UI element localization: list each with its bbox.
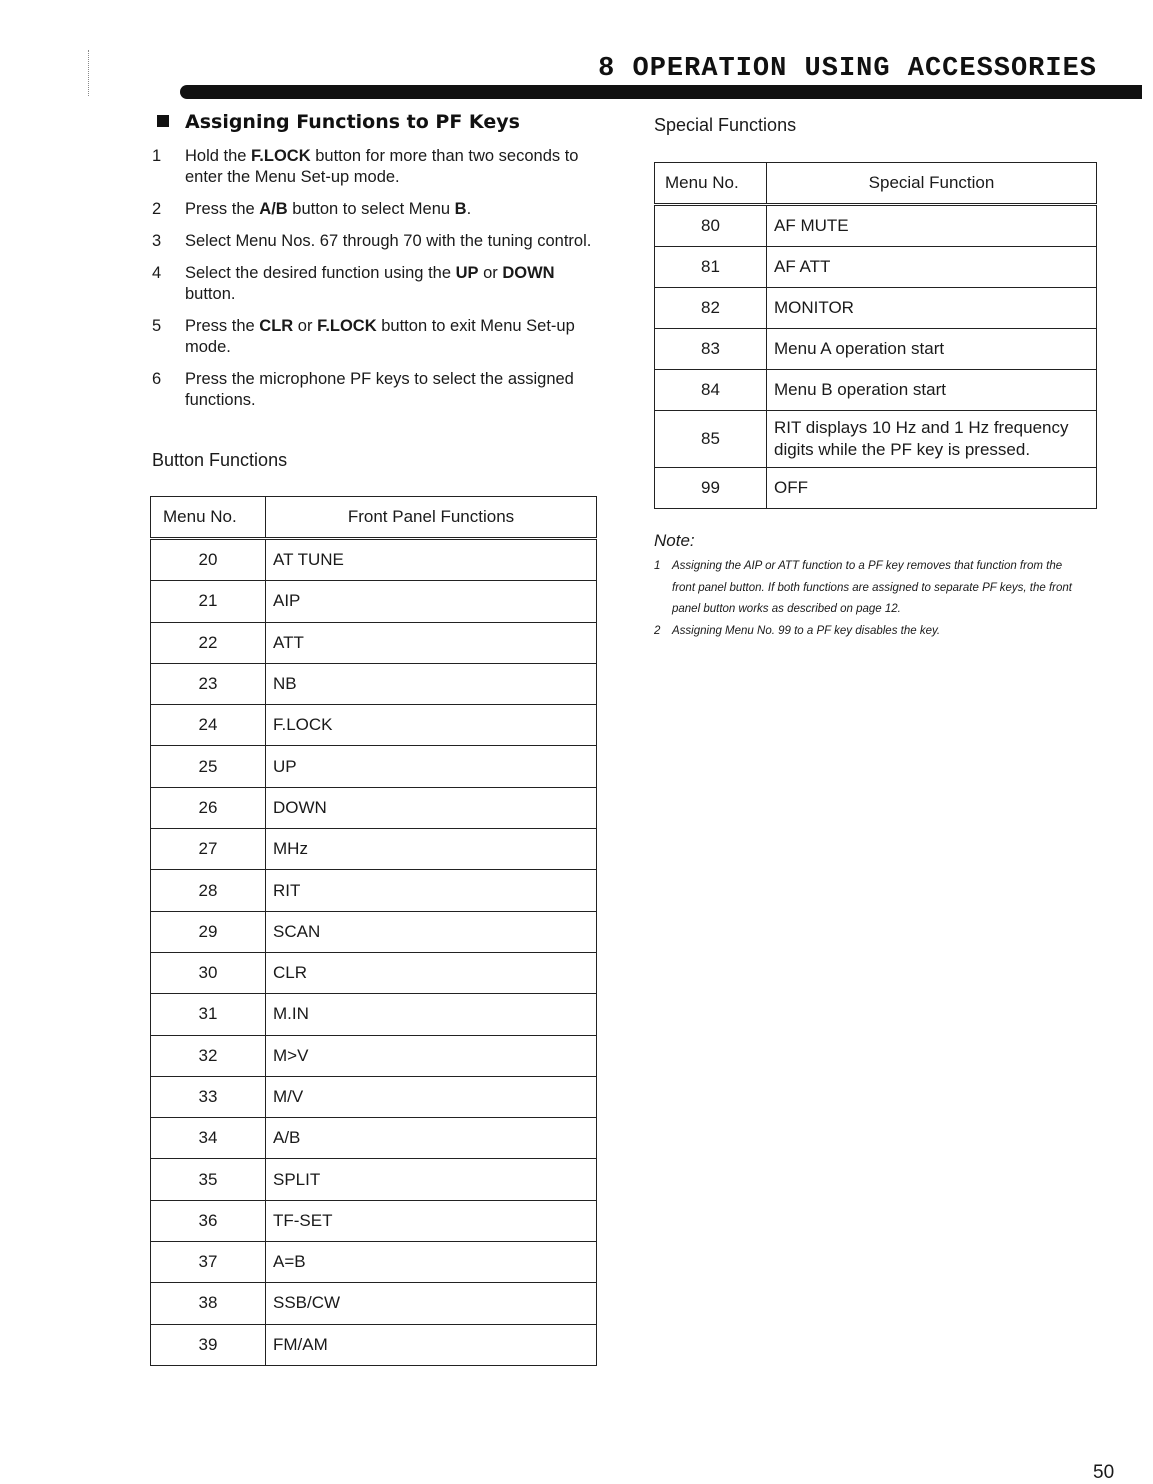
table-row bbox=[151, 829, 597, 870]
table-row bbox=[655, 411, 1097, 468]
step-text: Press the A/B button to select Menu B. bbox=[185, 200, 472, 218]
section-heading-text: Assigning Functions to PF Keys bbox=[185, 111, 520, 133]
column-header-menu-no: Menu No. bbox=[655, 163, 767, 205]
step-item bbox=[152, 231, 592, 252]
menu-number-cell: 26 bbox=[151, 787, 266, 828]
table-row bbox=[655, 247, 1097, 288]
menu-number-cell: 33 bbox=[151, 1076, 266, 1117]
special-functions-label: Special Functions bbox=[654, 115, 797, 135]
menu-number-cell: 36 bbox=[151, 1200, 266, 1241]
bullet-square-icon bbox=[157, 115, 169, 127]
function-cell: NB bbox=[266, 663, 597, 704]
table-row bbox=[655, 370, 1097, 411]
function-cell: FM/AM bbox=[266, 1324, 597, 1365]
table-row bbox=[151, 1283, 597, 1324]
menu-number-cell: 39 bbox=[151, 1324, 266, 1365]
function-cell: DOWN bbox=[266, 787, 597, 828]
margin-marks bbox=[88, 50, 91, 96]
step-item bbox=[152, 146, 592, 188]
function-cell: M.IN bbox=[266, 994, 597, 1035]
table-row bbox=[655, 329, 1097, 370]
step-text: Press the CLR or F.LOCK button to exit Menu Set-up mode. bbox=[185, 317, 575, 356]
table-row bbox=[151, 1324, 597, 1365]
function-cell: F.LOCK bbox=[266, 705, 597, 746]
menu-number-cell: 83 bbox=[655, 329, 767, 370]
table-row bbox=[151, 952, 597, 993]
function-cell: ATT bbox=[266, 622, 597, 663]
menu-number-cell: 25 bbox=[151, 746, 266, 787]
table-row bbox=[151, 746, 597, 787]
menu-number-cell: 30 bbox=[151, 952, 266, 993]
section-heading bbox=[157, 111, 520, 133]
step-number: 4 bbox=[152, 264, 162, 282]
table-row bbox=[151, 1076, 597, 1117]
menu-number-cell: 32 bbox=[151, 1035, 266, 1076]
function-cell: MHz bbox=[266, 829, 597, 870]
function-cell: AF ATT bbox=[767, 247, 1097, 288]
table-row bbox=[151, 581, 597, 622]
menu-number-cell: 23 bbox=[151, 663, 266, 704]
menu-number-cell: 38 bbox=[151, 1283, 266, 1324]
note-title: Note: bbox=[654, 531, 695, 550]
step-text: Select Menu Nos. 67 through 70 with the tuning control. bbox=[185, 232, 592, 250]
note-number: 1 bbox=[654, 560, 661, 572]
table-row bbox=[151, 622, 597, 663]
menu-number-cell: 31 bbox=[151, 994, 266, 1035]
chapter-title-bar bbox=[180, 85, 1142, 99]
menu-number-cell: 37 bbox=[151, 1242, 266, 1283]
menu-number-cell: 29 bbox=[151, 911, 266, 952]
step-number: 2 bbox=[152, 200, 162, 218]
function-cell: SPLIT bbox=[266, 1159, 597, 1200]
page-number: 50 bbox=[1093, 1462, 1115, 1483]
table-header-row bbox=[151, 497, 597, 539]
table-row bbox=[655, 468, 1097, 509]
step-number: 1 bbox=[152, 147, 162, 165]
chapter-title: 8 OPERATION USING ACCESSORIES bbox=[598, 54, 1097, 84]
menu-number-cell: 35 bbox=[151, 1159, 266, 1200]
table-row bbox=[151, 1200, 597, 1241]
step-text: Press the microphone PF keys to select the assigned functions. bbox=[185, 370, 574, 409]
menu-number-cell: 27 bbox=[151, 829, 266, 870]
step-text: Hold the F.LOCK button for more than two seconds to enter the Menu Set-up mode. bbox=[185, 147, 579, 186]
button-functions-label: Button Functions bbox=[152, 450, 288, 470]
function-cell: AIP bbox=[266, 581, 597, 622]
function-cell: AF MUTE bbox=[767, 205, 1097, 247]
function-cell: SSB/CW bbox=[266, 1283, 597, 1324]
note-number: 2 bbox=[654, 624, 661, 637]
step-text: Select the desired function using the UP or DOWN button. bbox=[185, 264, 555, 303]
menu-number-cell: 99 bbox=[655, 468, 767, 509]
table-row bbox=[151, 994, 597, 1035]
note-item bbox=[654, 556, 1074, 621]
menu-number-cell: 20 bbox=[151, 539, 266, 581]
menu-number-cell: 21 bbox=[151, 581, 266, 622]
menu-number-cell: 81 bbox=[655, 247, 767, 288]
table-row bbox=[655, 205, 1097, 247]
note-text: Assigning Menu No. 99 to a PF key disables the key. bbox=[672, 624, 941, 637]
step-item bbox=[152, 369, 592, 411]
function-cell: RIT displays 10 Hz and 1 Hz frequency digits while the PF key is pressed. bbox=[767, 411, 1097, 468]
menu-number-cell: 22 bbox=[151, 622, 266, 663]
function-cell: A/B bbox=[266, 1118, 597, 1159]
step-item bbox=[152, 263, 592, 305]
step-item bbox=[152, 199, 592, 220]
menu-number-cell: 28 bbox=[151, 870, 266, 911]
function-cell: OFF bbox=[767, 468, 1097, 509]
function-cell: MONITOR bbox=[767, 288, 1097, 329]
function-cell: M>V bbox=[266, 1035, 597, 1076]
table-row bbox=[151, 787, 597, 828]
menu-number-cell: 80 bbox=[655, 205, 767, 247]
table-header-row bbox=[655, 163, 1097, 205]
button-functions-table bbox=[150, 496, 597, 1366]
function-cell: M/V bbox=[266, 1076, 597, 1117]
table-row bbox=[151, 705, 597, 746]
steps-list bbox=[152, 146, 592, 422]
note-item bbox=[654, 621, 1074, 643]
table-row bbox=[151, 870, 597, 911]
table-row bbox=[655, 288, 1097, 329]
table-row bbox=[151, 1118, 597, 1159]
table-row bbox=[151, 911, 597, 952]
note-text: Assigning the AIP or ATT function to a PF key removes that function from the front panel button. If both functions are assigned to separate PF keys, the front panel button works as described on page 12. bbox=[672, 560, 1072, 615]
function-cell: Menu A operation start bbox=[767, 329, 1097, 370]
table-row bbox=[151, 1035, 597, 1076]
function-cell: A=B bbox=[266, 1242, 597, 1283]
menu-number-cell: 24 bbox=[151, 705, 266, 746]
function-cell: Menu B operation start bbox=[767, 370, 1097, 411]
step-item bbox=[152, 316, 592, 358]
menu-number-cell: 84 bbox=[655, 370, 767, 411]
table-row bbox=[151, 539, 597, 581]
table-row bbox=[151, 663, 597, 704]
column-header-front-panel-functions: Front Panel Functions bbox=[266, 497, 597, 539]
menu-number-cell: 34 bbox=[151, 1118, 266, 1159]
function-cell: TF-SET bbox=[266, 1200, 597, 1241]
step-number: 5 bbox=[152, 317, 162, 335]
function-cell: UP bbox=[266, 746, 597, 787]
function-cell: SCAN bbox=[266, 911, 597, 952]
column-header-menu-no: Menu No. bbox=[151, 497, 266, 539]
menu-number-cell: 85 bbox=[655, 411, 767, 468]
table-row bbox=[151, 1159, 597, 1200]
step-number: 3 bbox=[152, 232, 162, 250]
function-cell: RIT bbox=[266, 870, 597, 911]
step-number: 6 bbox=[152, 370, 162, 388]
column-header-special-function: Special Function bbox=[767, 163, 1097, 205]
table-row bbox=[151, 1242, 597, 1283]
function-cell: CLR bbox=[266, 952, 597, 993]
special-functions-table bbox=[654, 162, 1097, 509]
function-cell: AT TUNE bbox=[266, 539, 597, 581]
menu-number-cell: 82 bbox=[655, 288, 767, 329]
notes-list bbox=[654, 556, 1074, 642]
